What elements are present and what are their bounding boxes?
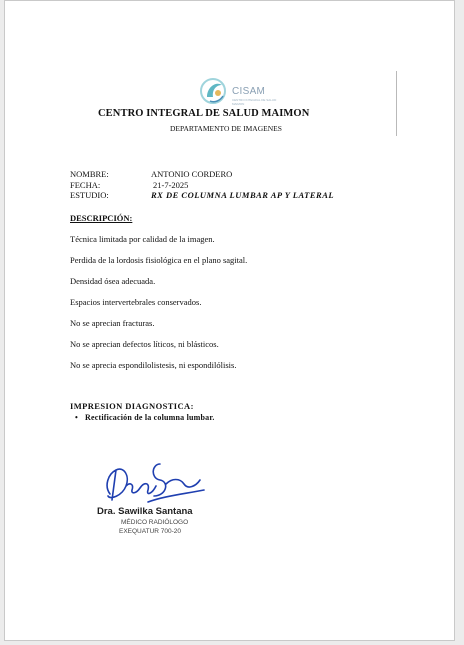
study-label: ESTUDIO: — [70, 190, 109, 200]
organization-title: CENTRO INTEGRAL DE SALUD MAIMON — [98, 108, 310, 119]
signatory-name: Dra. Sawilka Santana — [97, 506, 193, 517]
description-line: No se aprecia espondilolistesis, ni espondilólisis. — [70, 360, 237, 370]
logo-mark-icon — [198, 75, 232, 107]
description-line: Técnica limitada por calidad de la imagen. — [70, 234, 215, 244]
description-line: Perdida de la lordosis fisiológica en el plano sagital. — [70, 255, 248, 265]
impression-item-text: Rectificación de la columna lumbar. — [85, 413, 215, 422]
bullet-icon: • — [75, 413, 79, 422]
description-line: No se aprecian fracturas. — [70, 318, 155, 328]
name-value: ANTONIO CORDERO — [151, 169, 233, 179]
description-title: DESCRIPCIÓN: — [70, 213, 133, 223]
study-value: RX DE COLUMNA LUMBAR AP Y LATERAL — [151, 190, 335, 200]
logo-text: CISAM — [232, 86, 266, 97]
description-line: Espacios intervertebrales conservados. — [70, 297, 202, 307]
impression-item — [75, 413, 215, 422]
handwritten-signature — [100, 456, 210, 506]
impression-title: IMPRESION DIAGNOSTICA: — [70, 401, 194, 411]
cisam-logo — [198, 75, 278, 107]
name-label: NOMBRE: — [70, 169, 109, 179]
document-page — [4, 0, 455, 641]
margin-rule — [396, 71, 397, 136]
logo-subtext: CENTRO INTEGRAL DE SALUD MAIMON — [232, 98, 277, 106]
department-title: DEPARTAMENTO DE IMAGENES — [170, 124, 282, 133]
date-label: FECHA: — [70, 180, 101, 190]
description-line: Densidad ósea adecuada. — [70, 276, 156, 286]
description-line: No se aprecian defectos líticos, ni blásticos. — [70, 339, 219, 349]
date-value: 21-7-2025 — [153, 180, 189, 190]
signatory-exequatur: EXEQUATUR 700-20 — [119, 528, 182, 535]
signatory-role: MÉDICO RADIÓLOGO — [121, 519, 189, 526]
